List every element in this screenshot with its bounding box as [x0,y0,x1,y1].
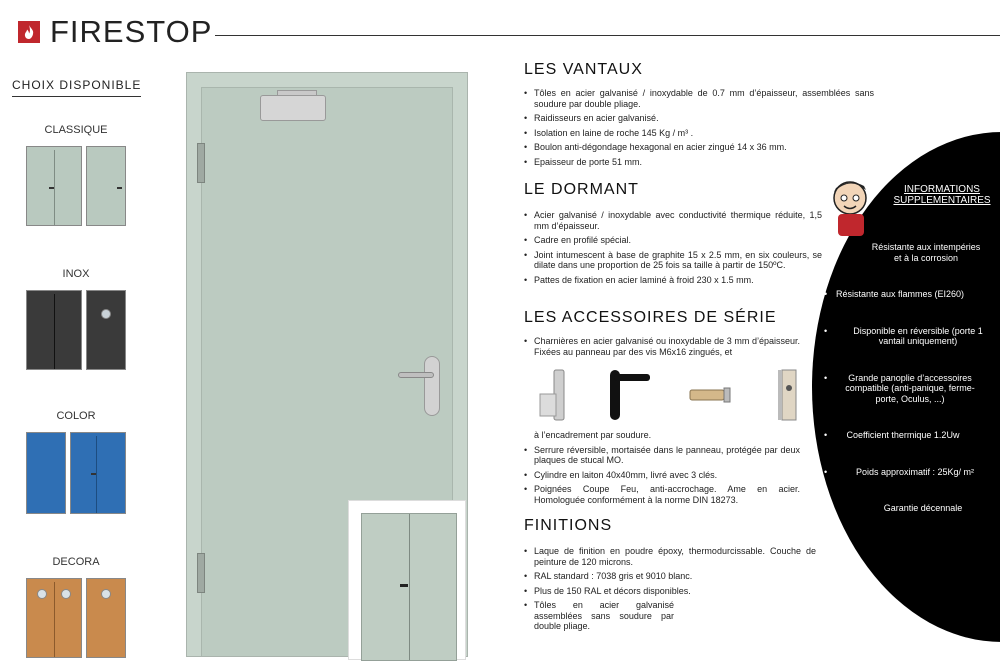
list-item-continued: à l’encadrement par soudure. [534,430,652,440]
list-item: • RAL standard : 7038 gris et 9010 blanc. [524,571,816,582]
section-title-dormant: LE DORMANT [524,181,639,198]
variant-inox-double[interactable] [26,290,82,370]
info-item: • Garantie décennale [828,503,998,514]
variant-label-color: COLOR [56,410,96,422]
hinge-accessory-icon [534,366,584,424]
list-finitions [524,546,816,636]
choices-heading: CHOIX DISPONIBLE [12,78,141,97]
list-dormant [524,210,822,289]
variant-decora-double[interactable] [26,578,82,658]
list-item: • Acier galvanisé / inoxydable avec conductivité thermique réduite, 1,5 mm d’épaisseur. [524,210,822,231]
list-item: • Charnières en acier galvanisé ou inoxydable de 3 mm d’épaisseur. Fixées au panneau par des vis M6x16 zingués, et [524,336,800,357]
variant-label-classique: CLASSIQUE [44,124,108,136]
variant-label-decora: DECORA [52,556,100,568]
info-title: INFORMATIONS SUPPLEMENTAIRES [893,184,991,206]
info-item: • Disponible en réversible (porte 1 vantail uniquement) [828,326,998,347]
list-item: • Joint intumescent à base de graphite 15 x 2.5 mm, en six couleurs, se dilate dans une proportion de 25 fois sa taille à partir de 150ºC. [524,250,822,271]
lock-plate [424,356,440,416]
section-title-accessoires: LES ACCESSOIRES DE SÉRIE [524,309,777,326]
variant-color-double[interactable] [70,432,126,514]
brand-name: FIRESTOP [50,14,213,49]
hinge-icon [197,553,205,593]
info-item: • Coefficient thermique 1.2Uw [828,430,998,441]
list-item: • Tôles en acier galvanisé assemblées sans soudure par double pliage. [524,600,674,632]
variant-label-inox: INOX [62,268,90,280]
variant-color-single[interactable] [26,432,66,514]
mascot-icon [828,176,878,240]
handle-accessory-icon [604,366,654,424]
door-closer-arm [277,90,317,96]
double-door [361,513,457,661]
header-divider [215,35,1000,36]
lock-accessory-icon [764,366,814,424]
section-title-finitions: FINITIONS [524,517,613,534]
variant-classique-single[interactable] [86,146,126,226]
variant-decora-single[interactable] [86,578,126,658]
list-item: • Raidisseurs en acier galvanisé. [524,113,874,124]
list-vantaux [524,88,874,171]
list-item: • Boulon anti-dégondage hexagonal en acier zingué 14 x 36 mm. [524,142,874,153]
list-item: • Cadre en profilé spécial. [524,235,822,246]
door-handle-icon [398,372,434,378]
door-closer-icon [260,95,326,121]
variant-classique-double[interactable] [26,146,82,226]
info-item: • Poids approximatif : 25Kg/ m² [828,467,998,478]
inset-double-door-image [348,500,466,660]
section-title-vantaux: LES VANTAUX [524,61,643,78]
info-list [828,242,998,514]
list-item: • Pattes de fixation en acier laminé à froid 230 x 1.5 mm. [524,275,822,286]
list-item: • Plus de 150 RAL et décors disponibles. [524,586,816,597]
list-accessoires-first [524,336,800,361]
list-item: • Cylindre en laiton 40x40mm, livré avec 3 clés. [524,470,800,481]
variant-inox-single[interactable] [86,290,126,370]
accessories-images [524,366,814,424]
list-item: • Poignées Coupe Feu, anti-accrochage. Ame en acier. Homologuée conformément à la norme DIN 18273. [524,484,800,505]
flame-icon [18,21,40,43]
brand-logo [18,21,40,43]
list-item: • Laque de finition en poudre époxy, thermodurcissable. Couche de peinture de 120 microns. [524,546,816,567]
cylinder-accessory-icon [684,366,734,424]
list-item: • Tôles en acier galvanisé / inoxydable de 0.7 mm d’épaisseur, assemblées sans soudure par double pliage. [524,88,874,109]
info-item: • Résistante aux intempéries et à la corrosion [828,242,998,263]
hinge-icon [197,143,205,183]
info-item: • Résistante aux flammes (EI260) [828,289,998,300]
info-item: • Grande panoplie d’accessoires compatible (anti-panique, ferme-porte, Oculus, ...) [828,373,998,405]
list-accessoires [524,430,800,509]
list-item: • Isolation en laine de roche 145 Kg / m³ . [524,128,874,139]
list-item: • Epaisseur de porte 51 mm. [524,157,874,168]
list-item: • Serrure réversible, mortaisée dans le panneau, protégée par deux plaques de stucal MO. [524,445,800,466]
